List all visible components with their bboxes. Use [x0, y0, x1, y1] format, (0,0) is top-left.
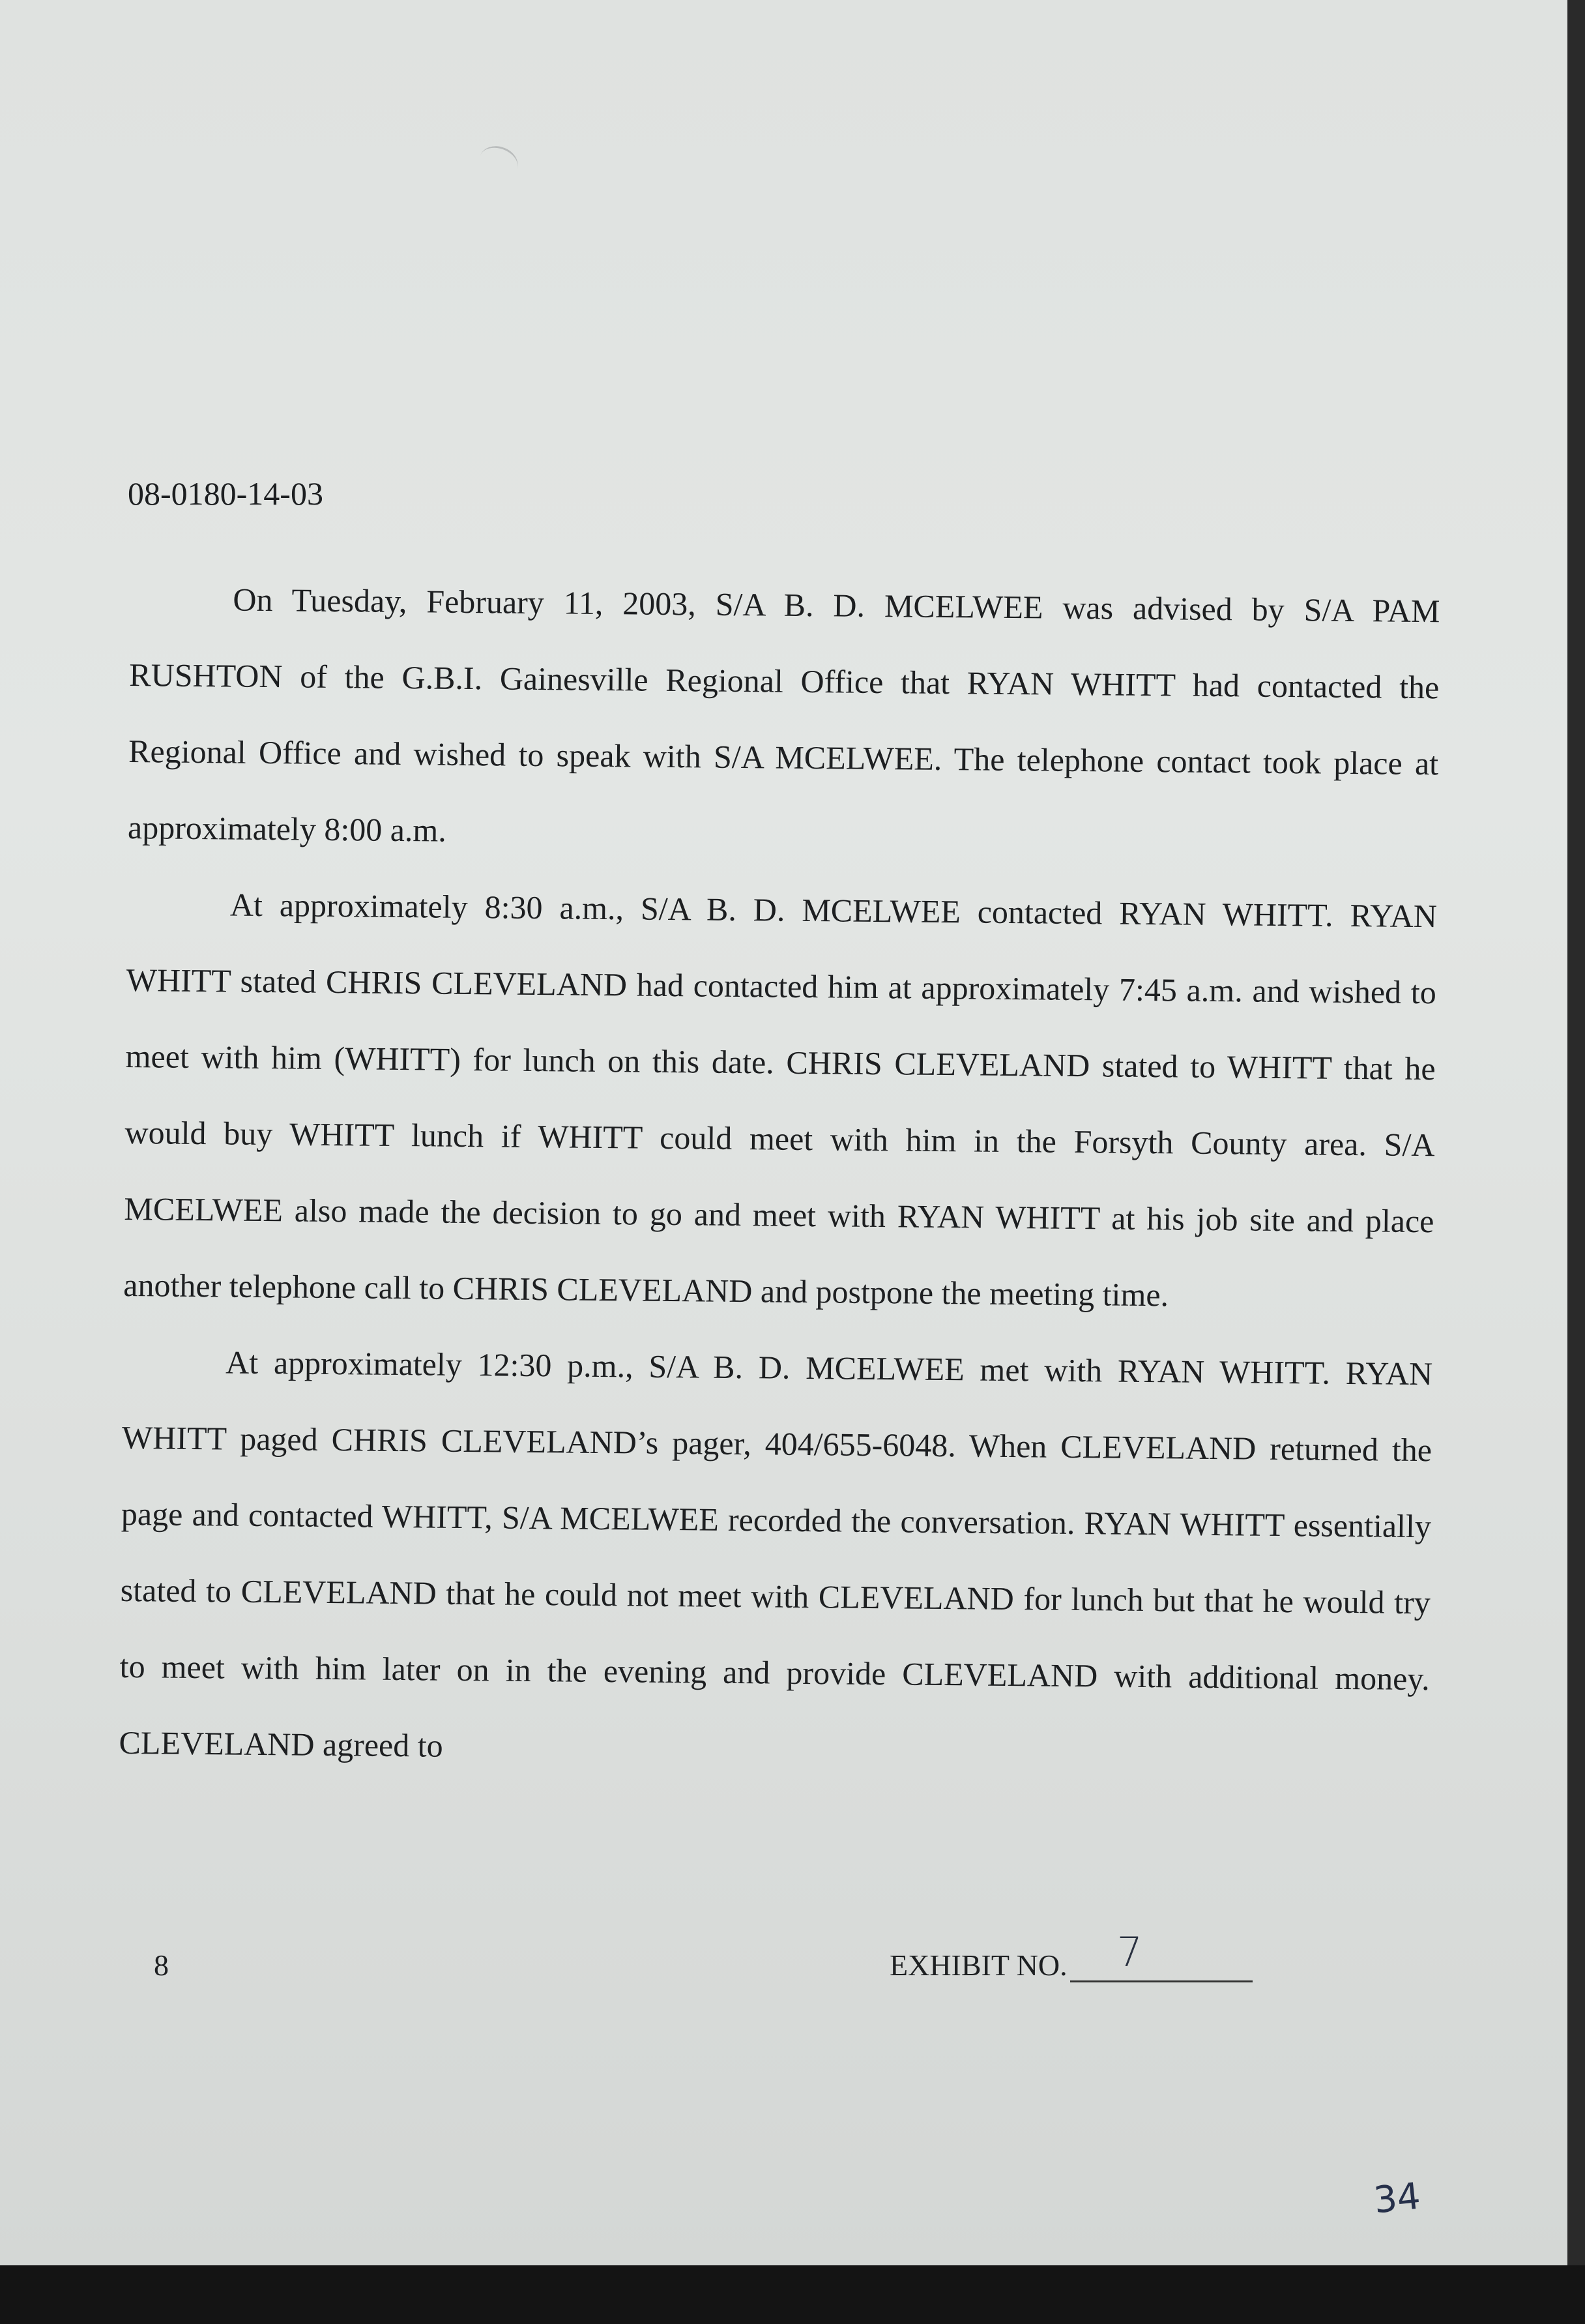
case-number: 08-0180-14-03 — [128, 475, 323, 512]
paragraph-2: At approximately 8:30 a.m., S/A B. D. MCELWEE contacted RYAN WHITT. RYAN WHITT stated CHRIS CLEVELAND had contacted him at approximately 7:45 a.m. and wished to meet with him (WHITT) for lunch on this date. CHRIS CLEVELAND stated to WHITT that he would buy WHITT lunch if WHITT could meet with him in the Forsyth County area. S/A MCELWEE also made the decision to go and meet with RYAN WHITT at his job site and place another telephone call to CHRIS CLEVELAND and postpone the meeting time. — [123, 886, 1438, 1314]
scan-edge-bottom — [0, 2265, 1585, 2324]
report-body — [119, 561, 1440, 1793]
handwritten-page-number: 34 — [1371, 2175, 1423, 2222]
paragraph-1: On Tuesday, February 11, 2003, S/A B. D. MCELWEE was advised by S/A PAM RUSHTON of the G.B.I. Gainesville Regional Office that RYAN WHITT had contacted the Regional Office and wished to speak with S/A MCELWEE. The telephone contact took place at approximately 8:00 a.m. — [127, 581, 1440, 849]
paper-smudge — [475, 141, 523, 184]
scan-edge-right — [1567, 0, 1585, 2265]
exhibit-number: 7 — [1116, 1928, 1143, 1976]
exhibit-underline — [1070, 1928, 1253, 1982]
page-number: 8 — [154, 1949, 169, 1982]
paragraph-3: At approximately 12:30 p.m., S/A B. D. MCELWEE met with RYAN WHITT. RYAN WHITT paged CHRIS CLEVELAND’s pager, 404/655-6048. When CLEVELAND returned the page and contacted WHITT, S/A MCELWEE recorded the conversation. RYAN WHITT essentially stated to CLEVELAND that he could not meet with CLEVELAND for lunch but that he would try to meet with him later on in the evening and provide CLEVELAND with additional money. CLEVELAND agreed to — [119, 1344, 1433, 1764]
exhibit-label: EXHIBIT NO. — [890, 1949, 1068, 1982]
exhibit-field — [890, 1928, 1253, 1982]
